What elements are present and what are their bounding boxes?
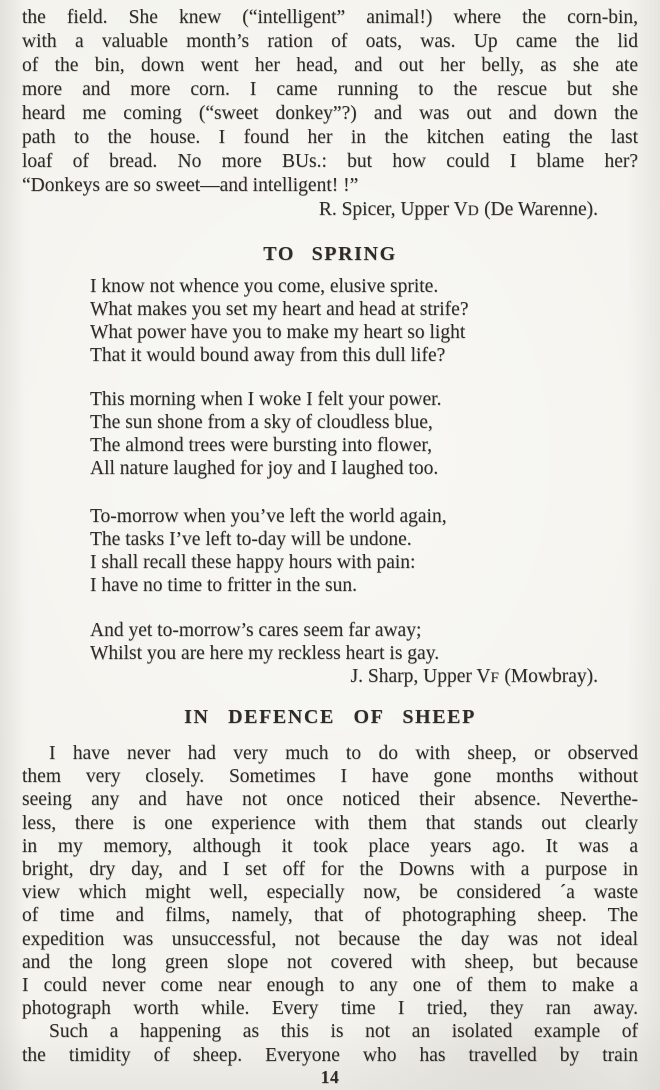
text-line: Such a happening as this is not an isolated example of [49,1021,638,1043]
poem-line: Whilst you are here my reckless heart is gay. [90,643,440,664]
poem-line: The almond trees were bursting into flower, [90,435,432,456]
text-line: them very closely. Sometimes I have gone months without [22,766,638,788]
text-line: I could never come near enough to any one of them to make a [22,975,638,997]
page-number: 14 [320,1066,340,1087]
poem-stanza [90,505,638,597]
text-line: heard me coming (“sweet donkey”?) and was out and down the [22,103,638,124]
text-line: more and more corn. I came running to the rescue but she [22,79,638,100]
text-line: photograph worth while. Every time I tried, they ran away. [22,998,638,1020]
text-line: the timidity of sheep. Everyone who has travelled by train [22,1044,638,1066]
poem-stanza [90,619,638,665]
attribution-text: R. Spicer, Upper V [318,199,468,220]
attribution-sharp [22,665,638,689]
poem-line: That it would bound away from this dull life? [90,345,446,366]
poem-line: And yet to-morrow’s cares seem far away; [90,620,422,641]
prose-paragraph-continuation [22,6,638,198]
text-line: bright, dry day, and I set off for the Downs with a purpose in [22,859,638,881]
text-line: the field. She knew (“intelligent” animal!) where the corn-bin, [22,7,638,28]
text-line: loaf of bread. No more BUs.: but how could I blame her? [22,151,638,172]
poem-title: TO SPRING [263,243,397,265]
text-line: less, there is one experience with them that stands out clearly [22,812,638,834]
poem-line: The sun shone from a sky of cloudless blue, [90,412,433,433]
essay-paragraph-1 [22,742,638,1020]
poem-line: I shall recall these happy hours with pain: [90,552,416,573]
text-line: expedition was unsuccessful, not because the day was not ideal [22,928,638,950]
poem-line: What power have you to make my heart so light [90,322,466,343]
poem-line: All nature laughed for joy and I laughed too. [90,458,439,479]
text-line: I have never had very much to do with sheep, or observed [49,743,638,764]
poem-line: This morning when I woke I felt your power. [90,389,442,410]
poem-stanza [90,388,638,480]
text-line: and the long green slope not covered with sheep, but because [22,951,638,973]
attribution-text: (Mowbray). [499,666,598,687]
text-line: seeing any and have not once noticed their absence. Neverthe- [22,789,638,811]
poem-line: I have no time to fritter in the sun. [90,575,357,596]
text-line: of the bin, down went her head, and out her belly, as she ate [22,55,638,76]
attribution-text: J. Sharp, Upper V [350,666,491,687]
text-line: “Donkeys are so sweet—and intelligent! !” [22,175,359,196]
essay-paragraph-2 [22,1020,638,1066]
poem-line: The tasks I’ve left to-day will be undone. [90,529,412,550]
text-line: in my memory, although it took place years ago. It was a [22,835,638,857]
attribution-spicer [22,198,638,223]
poem-line: What makes you set my heart and head at strife? [90,299,469,320]
text-line: with a valuable month’s ration of oats, was. Up came the lid [22,31,638,52]
text-line: of time and films, namely, that of photographing sheep. The [22,905,638,927]
poem-stanza [90,275,638,367]
text-line: path to the house. I found her in the kitchen eating the last [22,127,638,148]
attribution-text: (De Warenne). [479,199,598,220]
attribution-smallcap: F [490,669,500,686]
essay-title: IN DEFENCE OF SHEEP [184,706,476,728]
poem-line: I know not whence you come, elusive sprite. [90,276,439,297]
text-line: view which might well, especially now, be considered ´a waste [22,882,638,904]
poem-to-spring [22,275,638,665]
attribution-smallcap: D [467,202,480,219]
poem-line: To-morrow when you’ve left the world again, [90,506,447,527]
